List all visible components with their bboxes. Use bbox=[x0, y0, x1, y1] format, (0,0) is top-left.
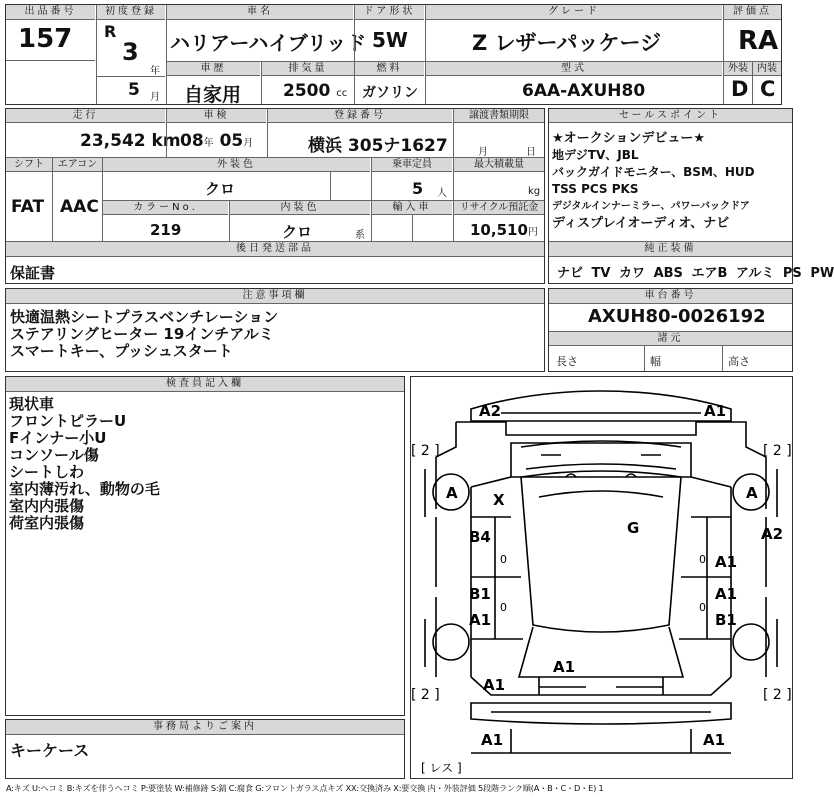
inspection-label: 車検 bbox=[167, 109, 266, 123]
ac: AAC bbox=[60, 197, 99, 217]
inspection: 08年 05月 bbox=[180, 131, 254, 151]
grade-label: グレード bbox=[426, 5, 722, 20]
year-unit: 年 bbox=[150, 66, 160, 77]
sales-line: TSS PCS PKS bbox=[552, 182, 639, 196]
mark-bracket-fr: [ 2 ] bbox=[763, 443, 792, 459]
mark-rear-label: [ レス ] bbox=[421, 761, 462, 775]
height-label: 高さ bbox=[728, 355, 750, 368]
sales-line: バックガイドモニター、BSM、HUD bbox=[552, 165, 755, 179]
mark-zero3: 0 bbox=[500, 601, 507, 614]
mark-a1-rear-r: A1 bbox=[703, 731, 726, 749]
inspector-line: 現状車 bbox=[9, 395, 55, 413]
inspector-line: 荷室内張傷 bbox=[9, 514, 85, 532]
mark-a2-right: A2 bbox=[761, 525, 784, 543]
displacement: 2500 cc bbox=[283, 81, 348, 101]
inspector-line: コンソール傷 bbox=[9, 446, 99, 464]
model-label: 型式 bbox=[426, 62, 722, 76]
recycle: 10,510円 bbox=[470, 221, 538, 239]
load-label: 最大積載量 bbox=[454, 158, 544, 172]
length-label: 長さ bbox=[556, 355, 578, 368]
color-no-label: カラーNo. bbox=[103, 201, 228, 215]
doors: 5W bbox=[372, 28, 408, 52]
mark-a1-left2: A1 bbox=[483, 676, 506, 694]
int-color-label: 内装色 bbox=[230, 201, 370, 215]
mark-a1-left1: A1 bbox=[469, 611, 492, 629]
transfer-label: 譲渡書類期限 bbox=[454, 109, 544, 123]
mark-bracket-fl: [ 2 ] bbox=[411, 443, 440, 459]
transfer-day-unit: 日 bbox=[526, 147, 536, 158]
notes-label: 注意事項欄 bbox=[6, 289, 544, 304]
inspector-line: シートしわ bbox=[9, 463, 85, 481]
fuel: ガソリン bbox=[362, 85, 418, 101]
mark-a1-front: A1 bbox=[704, 402, 727, 420]
mark-zero1: 0 bbox=[500, 553, 507, 566]
mileage-label: 走行 bbox=[6, 109, 165, 123]
mark-zero2: 0 bbox=[699, 553, 706, 566]
inspector-line: 室内内張傷 bbox=[9, 497, 85, 515]
history-label: 車歴 bbox=[167, 62, 260, 76]
displacement-label: 排気量 bbox=[262, 62, 354, 76]
office-text: キーケース bbox=[10, 741, 90, 760]
month-unit: 月 bbox=[150, 92, 160, 103]
mark-a1-rear-l: A1 bbox=[481, 731, 504, 749]
chassis-number: AXUH80-0026192 bbox=[588, 306, 766, 327]
later-parts: 保証書 bbox=[10, 264, 56, 282]
inspector-line: 室内薄汚れ、動物の毛 bbox=[9, 480, 160, 498]
mark-zero4: 0 bbox=[699, 601, 706, 614]
capacity: 5 bbox=[412, 179, 424, 198]
sales-line: 地デジTV、JBL bbox=[552, 148, 639, 162]
grade: Z レザーパッケージ bbox=[472, 31, 662, 55]
model: 6AA-AXUH80 bbox=[522, 81, 646, 101]
load-unit: kg bbox=[528, 186, 541, 197]
chassis-label: 車台番号 bbox=[549, 289, 792, 304]
mark-a1-center: A1 bbox=[553, 658, 576, 676]
car-name: ハリアーハイブリッド bbox=[170, 31, 367, 55]
ac-label: エアコン bbox=[53, 158, 102, 172]
lot-no-label: 出品番号 bbox=[6, 5, 95, 20]
legend: A:キズ U:ヘコミ B:キズを伴うヘコミ P:要塗装 W:補修跡 S:錆 C:腐食 G:フロントガラス点キズ XX:交換済み X:要交換 内・外装評価 5段階ランク順(A・B・C・D・E) 1 bbox=[6, 783, 604, 793]
mark-a1-right2: A1 bbox=[715, 585, 738, 603]
shift-label: シフト bbox=[6, 158, 52, 172]
score: RA bbox=[738, 26, 779, 56]
ext-color: クロ bbox=[205, 180, 236, 198]
car-name-label: 車名 bbox=[167, 5, 353, 20]
lot-no: 157 bbox=[18, 24, 73, 54]
later-parts-label: 後日発送部品 bbox=[6, 242, 544, 257]
sales-line: ★オークションデビュー★ bbox=[552, 131, 706, 146]
mark-b1-left: B1 bbox=[469, 585, 491, 603]
car-diagram bbox=[410, 376, 793, 779]
import-label: 輸入車 bbox=[372, 201, 452, 215]
mark-a2-front: A2 bbox=[479, 402, 502, 420]
inspector-line: フロントピラーU bbox=[9, 412, 127, 430]
int-grade-label: 内装 bbox=[753, 62, 781, 76]
int-color: クロ bbox=[282, 223, 313, 241]
inspector-line: Fインナー小U bbox=[9, 429, 107, 447]
doors-label: ドア形状 bbox=[355, 5, 424, 20]
mark-b4: B4 bbox=[469, 528, 491, 546]
note-line: 快適温熱シートプラスベンチレーション bbox=[10, 308, 279, 326]
width-label: 幅 bbox=[650, 355, 661, 368]
plate-label: 登録番号 bbox=[268, 109, 452, 123]
car-diagram-svg bbox=[411, 377, 792, 778]
sales-line: ディスプレイオーディオ、ナビ bbox=[552, 216, 730, 231]
office-label: 事務局よりご案内 bbox=[6, 720, 404, 735]
sales-label: セールスポイント bbox=[549, 109, 792, 123]
score-label: 評価点 bbox=[724, 5, 781, 20]
equipment-label: 純正装備 bbox=[549, 242, 792, 257]
era: R bbox=[104, 22, 117, 41]
first-reg-year: 3 bbox=[122, 38, 139, 66]
note-line: スマートキー、プッシュスタート bbox=[10, 342, 233, 360]
ext-grade: D bbox=[731, 77, 749, 101]
transfer-month-unit: 月 bbox=[478, 147, 488, 158]
capacity-label: 乗車定員 bbox=[372, 158, 452, 172]
equipment-items: ナビ TV カワ ABS エアB アルミ PS PW bbox=[557, 266, 834, 281]
note-line: ステアリングヒーター 19インチアルミ bbox=[10, 325, 274, 343]
notes-lines bbox=[10, 309, 278, 360]
ext-color-label: 外装色 bbox=[103, 158, 370, 172]
mark-a1-right1: A1 bbox=[715, 553, 738, 571]
dims-label: 諸元 bbox=[549, 332, 792, 346]
history: 自家用 bbox=[184, 84, 242, 106]
capacity-unit: 人 bbox=[437, 188, 447, 199]
mileage: 23,542 km bbox=[80, 131, 181, 151]
mark-b1-right: B1 bbox=[715, 611, 737, 629]
fuel-label: 燃料 bbox=[355, 62, 424, 76]
first-reg-month: 5 bbox=[128, 80, 140, 100]
first-reg-label: 初度登録 bbox=[97, 5, 165, 20]
plate: 横浜 305ナ1627 bbox=[308, 136, 448, 156]
mark-g: G bbox=[627, 519, 640, 537]
sales-lines bbox=[552, 130, 755, 232]
ext-grade-label: 外装 bbox=[724, 62, 752, 76]
mark-wheel-fr: A bbox=[746, 484, 758, 502]
shift: FAT bbox=[11, 197, 45, 217]
int-grade: C bbox=[760, 77, 776, 101]
inspector-lines bbox=[9, 396, 160, 532]
color-no: 219 bbox=[150, 221, 182, 239]
mark-bracket-rr: [ 2 ] bbox=[763, 687, 792, 703]
sales-line: デジタルインナーミラー、パワーバックドア bbox=[552, 201, 750, 212]
inspector-label: 検査員記入欄 bbox=[6, 377, 404, 392]
mark-bracket-rl: [ 2 ] bbox=[411, 687, 440, 703]
int-color-unit: 系 bbox=[355, 230, 365, 241]
mark-wheel-fl: A bbox=[446, 484, 458, 502]
mark-x: X bbox=[493, 491, 505, 509]
recycle-label: リサイクル預託金 bbox=[454, 201, 544, 215]
